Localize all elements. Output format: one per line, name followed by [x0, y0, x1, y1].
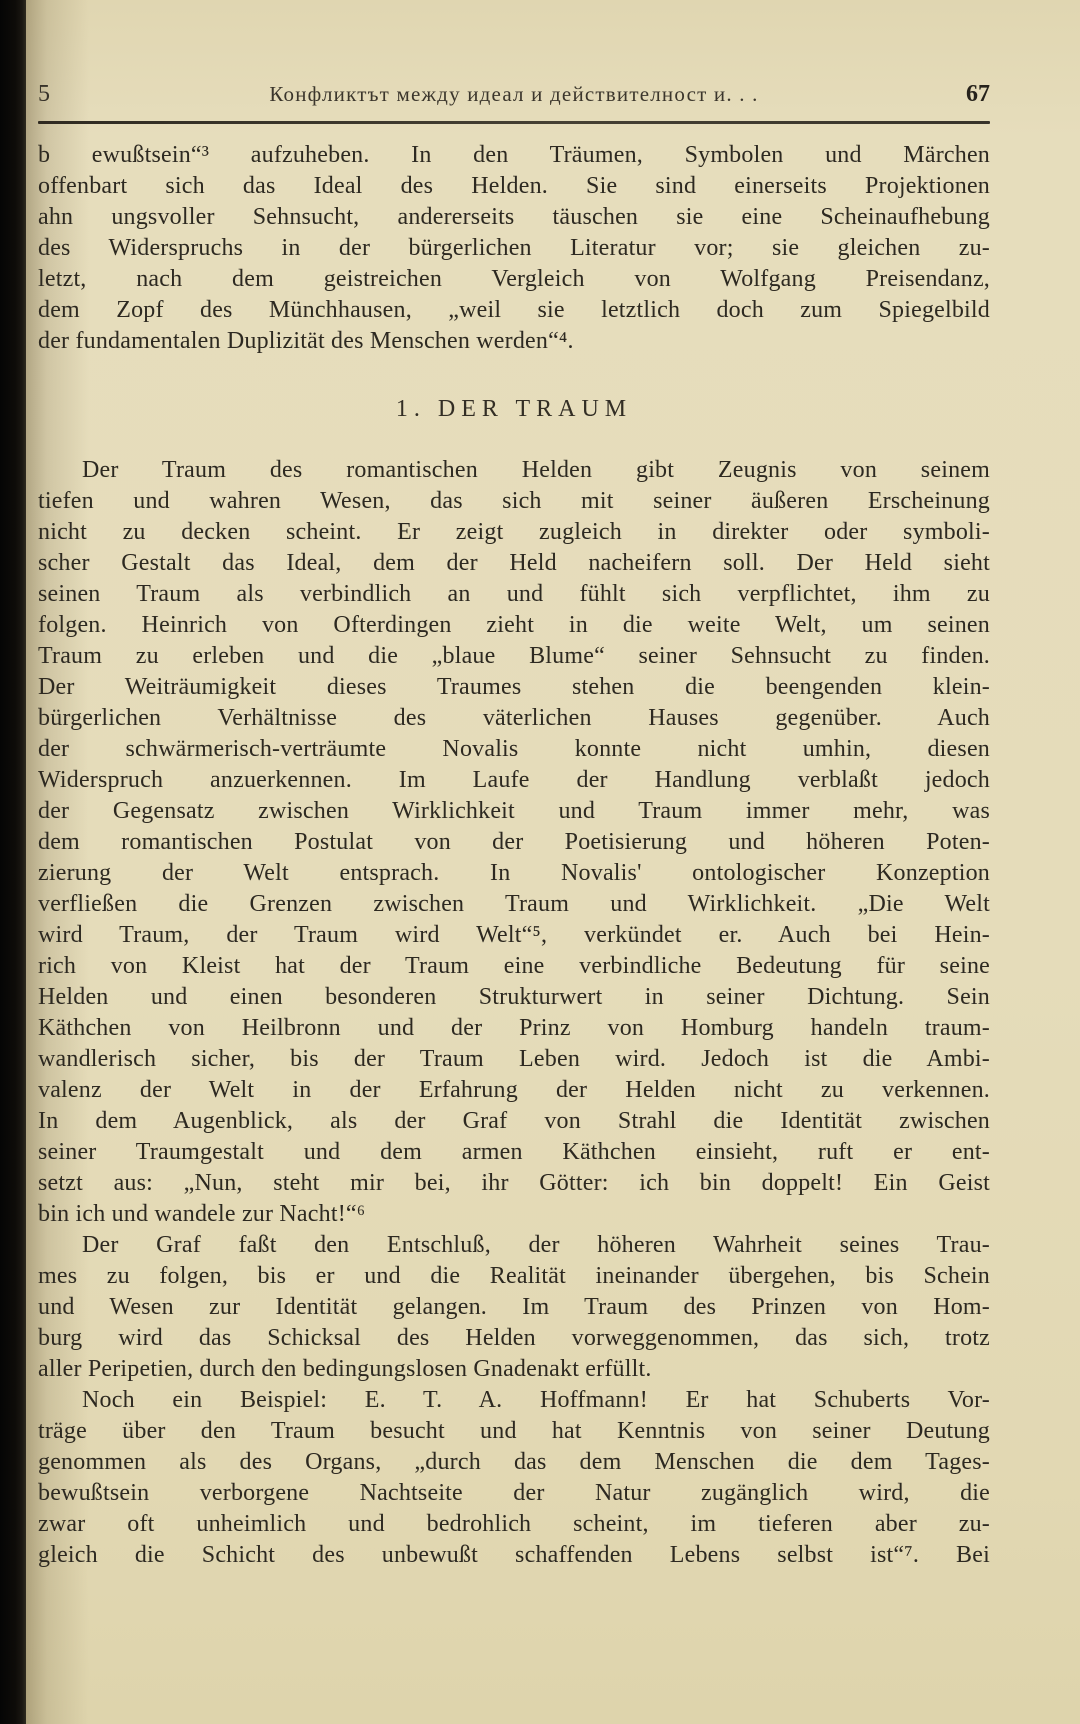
text-line: Der Weiträumigkeit dieses Traumes stehen die beengenden klein- [38, 674, 990, 700]
text-line: wird Traum, der Traum wird Welt“⁵, verkündet er. Auch bei Hein- [38, 922, 990, 948]
text-line: Käthchen von Heilbronn und der Prinz von Homburg handeln traum- [38, 1015, 990, 1041]
paragraph-dream-1 [38, 455, 990, 1230]
text-line: scher Gestalt das Ideal, dem der Held nacheifern soll. Der Held sieht [38, 550, 990, 576]
text-line: der schwärmerisch-verträumte Novalis konnte nicht umhin, diesen [38, 736, 990, 762]
body-text [38, 140, 990, 1571]
text-line: seinen Traum als verbindlich an und fühlt sich verpflichtet, ihm zu [38, 581, 990, 607]
text-line: rich von Kleist hat der Traum eine verbindliche Bedeutung für seine [38, 953, 990, 979]
text-line: träge über den Traum besucht und hat Kenntnis von seiner Deutung [38, 1418, 990, 1444]
text-line: burg wird das Schicksal des Helden vorweggenommen, das sich, trotz [38, 1325, 990, 1351]
text-line: genommen als des Organs, „durch das dem Menschen die dem Tages- [38, 1449, 990, 1475]
text-line: dem romantischen Postulat von der Poetisierung und höheren Poten- [38, 829, 990, 855]
text-line: mes zu folgen, bis er und die Realität ineinander übergehen, bis Schein [38, 1263, 990, 1289]
header-page-number: 67 [966, 81, 990, 107]
text-line: setzt aus: „Nun, steht mir bei, ihr Götter: ich bin doppelt! Ein Geist [38, 1170, 990, 1196]
header-title: Конфликтът между идеал и действителност и. . . [269, 82, 759, 106]
text-line: bewußtsein verborgene Nachtseite der Natur zugänglich wird, die [38, 1480, 990, 1506]
text-line: wandlerisch sicher, bis der Traum Leben wird. Jedoch ist die Ambi- [38, 1046, 990, 1072]
text-line: Helden und einen besonderen Strukturwert in seiner Dichtung. Sein [38, 984, 990, 1010]
text-line: seiner Traumgestalt und dem armen Käthchen einsieht, ruft er ent- [38, 1139, 990, 1165]
text-line: nicht zu decken scheint. Er zeigt zugleich in direkter oder symboli- [38, 519, 990, 545]
text-line: gleich die Schicht des unbewußt schaffenden Lebens selbst ist“⁷. Bei [38, 1542, 990, 1568]
text-line: aller Peripetien, durch den bedingungslosen Gnadenakt erfüllt. [38, 1356, 652, 1382]
text-line: offenbart sich das Ideal des Helden. Sie sind einerseits Projektionen [38, 173, 990, 199]
text-line: bin ich und wandele zur Nacht!“⁶ [38, 1201, 366, 1227]
text-line: tiefen und wahren Wesen, das sich mit seiner äußeren Erscheinung [38, 488, 990, 514]
book-binding-edge [0, 0, 26, 1724]
text-line: verfließen die Grenzen zwischen Traum und Wirklichkeit. „Die Welt [38, 891, 990, 917]
paragraph-dream-2 [38, 1230, 990, 1385]
text-line: b ewußtsein“³ aufzuheben. In den Träumen, Symbolen und Märchen [38, 142, 990, 168]
text-line: In dem Augenblick, als der Graf von Strahl die Identität zwischen [38, 1108, 990, 1134]
text-line: dem Zopf des Münchhausen, „weil sie letztlich doch zum Spiegelbild [38, 297, 990, 323]
paragraph-continuation [38, 140, 990, 357]
text-line: Der Traum des romantischen Helden gibt Zeugnis von seinem [82, 457, 990, 483]
text-line: ahn ungsvoller Sehnsucht, andererseits täuschen sie eine Scheinaufhebung [38, 204, 990, 230]
text-line: folgen. Heinrich von Ofterdingen zieht in die weite Welt, um seinen [38, 612, 990, 638]
text-line: des Widerspruchs in der bürgerlichen Literatur vor; sie gleichen zu- [38, 235, 990, 261]
text-line: Der Graf faßt den Entschluß, der höheren Wahrheit seines Trau- [82, 1232, 990, 1258]
running-head [38, 80, 990, 108]
header-left-number: 5 [38, 81, 50, 107]
text-line: Widerspruch anzuerkennen. Im Laufe der Handlung verblaßt jedoch [38, 767, 990, 793]
text-line: valenz der Welt in der Erfahrung der Helden nicht zu verkennen. [38, 1077, 990, 1103]
text-line: der fundamentalen Duplizität des Menschen werden“⁴. [38, 328, 574, 354]
text-line: der Gegensatz zwischen Wirklichkeit und Traum immer mehr, was [38, 798, 990, 824]
section-heading: 1. DER TRAUM [395, 396, 633, 422]
text-line: und Wesen zur Identität gelangen. Im Traum des Prinzen von Hom- [38, 1294, 990, 1320]
text-line: letzt, nach dem geistreichen Vergleich von Wolfgang Preisendanz, [38, 266, 990, 292]
text-line: zierung der Welt entsprach. In Novalis' ontologischer Konzeption [38, 860, 990, 886]
header-rule [38, 121, 990, 124]
text-line: Traum zu erleben und die „blaue Blume“ seiner Sehnsucht zu finden. [38, 643, 990, 669]
page-paper [26, 0, 1080, 1724]
text-line: Noch ein Beispiel: E. T. A. Hoffmann! Er hat Schuberts Vor- [82, 1387, 990, 1413]
paragraph-dream-3 [38, 1385, 990, 1571]
text-line: bürgerlichen Verhältnisse des väterlichen Hauses gegenüber. Auch [38, 705, 990, 731]
text-line: zwar oft unheimlich und bedrohlich scheint, im tieferen aber zu- [38, 1511, 990, 1537]
